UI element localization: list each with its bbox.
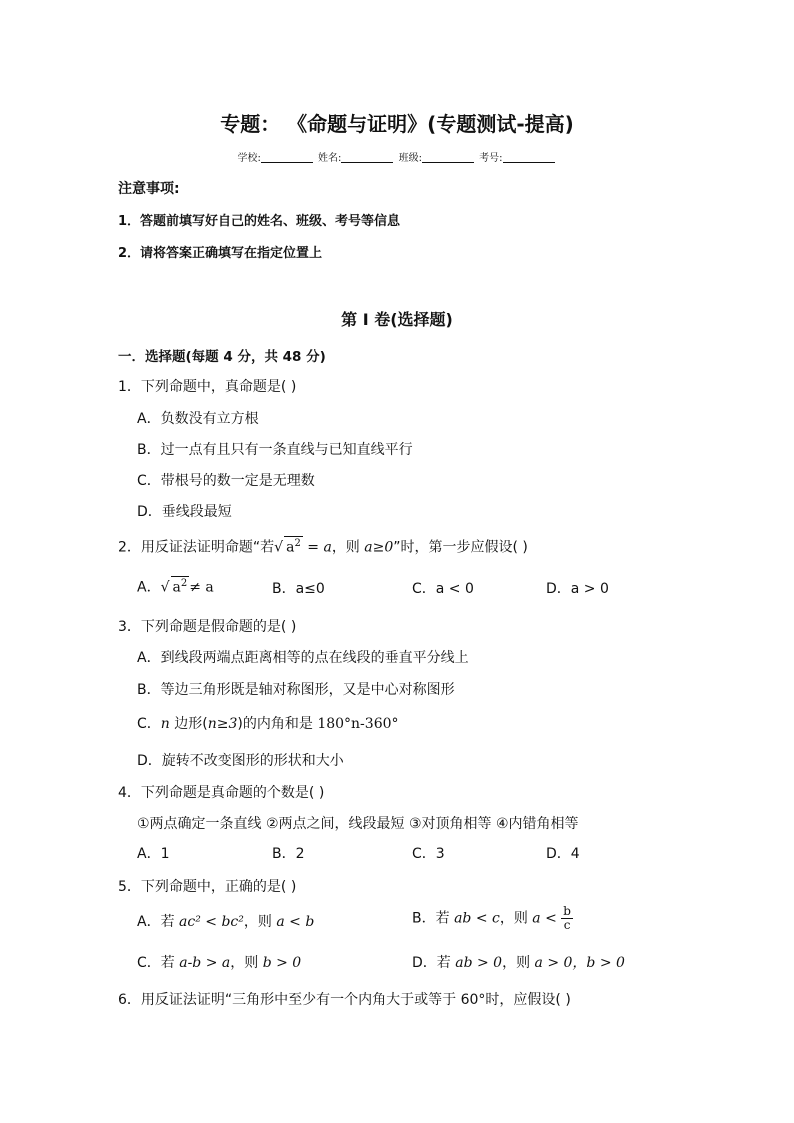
question-4-statements: ①两点确定一条直线 ②两点之间，线段最短 ③对顶角相等 ④内错角相等 (137, 816, 579, 832)
question-2-equation: = a (302, 539, 332, 556)
question-2-stem: 2．用反证法证明命题“若√ $a^2 = a$，则 a≥0”时，第一步应假设( ) (118, 538, 528, 556)
section-title: 一．选择题(每题 4 分，共 48 分) (118, 349, 326, 365)
student-info-line (0, 149, 794, 164)
question-2-prefix: 2．用反证法证明命题“若 (118, 539, 275, 556)
question-5-fraction: $\frac{b}{c}$ (563, 904, 571, 932)
number-blank (503, 162, 555, 163)
class-label: 班级: (398, 153, 422, 164)
question-5-stem: 5．下列命题中，正确的是( ) (118, 879, 297, 895)
question-2-mid: ，则 (331, 539, 365, 556)
note-item-2: 2．请将答案正确填写在指定位置上 (118, 246, 323, 261)
question-5-option-d: D．若 ab > 0，则 a > 0，b > 0 (412, 955, 625, 971)
question-6-stem: 6．用反证法证明“三角形中至少有一个内角大于或等于 60°时，应假设( ) (118, 992, 571, 1008)
question-1-stem: 1．下列命题中，真命题是( ) (118, 379, 297, 395)
name-blank (341, 162, 393, 163)
school-label: 学校: (237, 153, 261, 164)
question-4-option-d: D．4 (546, 846, 580, 862)
question-1-option-b: B．过一点有且只有一条直线与已知直线平行 (137, 442, 413, 458)
question-1-option-c: C．带根号的数一定是无理数 (137, 473, 315, 489)
question-4-stem: 4．下列命题是真命题的个数是( ) (118, 785, 325, 801)
question-5-option-b: B．若 ab < c，则 a < $\frac{b}{c}$ (412, 904, 571, 932)
school-blank (261, 162, 313, 163)
question-2-option-a: A．√ $a^2 \ne a$ (137, 578, 214, 596)
question-2-condition: a≥0 (364, 539, 394, 556)
question-4-option-b: B．2 (272, 846, 305, 862)
document-title: 专题： 《命题与证明》(专题测试-提高) (220, 112, 574, 136)
question-3-option-b: B．等边三角形既是轴对称图形，又是中心对称图形 (137, 682, 455, 698)
notes-title: 注意事项: (118, 181, 180, 197)
question-3-option-c: C．n 边形(n≥3)的内角和是 180°n-360° (137, 716, 399, 732)
note-item-1: 1．答题前填写好自己的姓名、班级、考号等信息 (118, 214, 401, 229)
question-2-option-c: C．a < 0 (412, 581, 474, 597)
question-2-radicand: $a^2$ (286, 538, 301, 556)
question-5-option-c: C．若 a-b > a，则 b > 0 (137, 955, 302, 971)
part-title: 第 I 卷(选择题) (341, 310, 453, 329)
question-5-option-a: A．若 ac² < bc²，则 a < b (137, 914, 315, 930)
question-3-option-d: D．旋转不改变图形的形状和大小 (137, 753, 344, 769)
question-1-option-a: A．负数没有立方根 (137, 411, 259, 427)
question-1-option-d: D．垂线段最短 (137, 504, 232, 520)
name-label: 姓名: (318, 153, 342, 164)
question-4-option-c: C．3 (412, 846, 445, 862)
question-3-option-a: A．到线段两端点距离相等的点在线段的垂直平分线上 (137, 650, 469, 666)
question-2-option-b: B．a≤0 (272, 581, 325, 597)
number-label: 考号: (479, 153, 503, 164)
question-2-suffix: ”时，第一步应假设( ) (393, 539, 528, 556)
class-blank (422, 162, 474, 163)
question-4-option-a: A．1 (137, 846, 170, 862)
question-2-option-d: D．a > 0 (546, 581, 609, 597)
question-3-stem: 3．下列命题是假命题的是( ) (118, 619, 297, 635)
